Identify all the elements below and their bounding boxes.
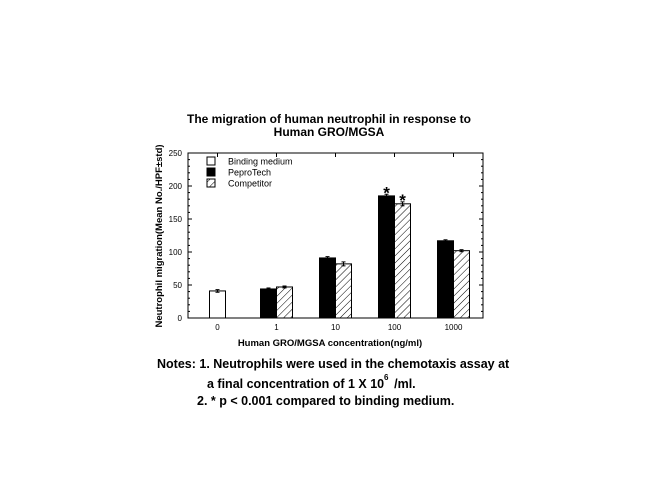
bar [210,291,226,318]
bars [210,183,470,318]
note-line-1: Notes: 1. Neutrophils were used in the chemotaxis assay at [157,357,510,371]
x-tick-label: 1000 [444,323,463,332]
note-superscript: 6 [384,373,389,382]
y-tick-label: 50 [173,281,182,290]
y-tick-label: 200 [168,182,182,191]
legend-label: PeproTech [228,167,272,178]
note-line-3: 2. * p < 0.001 compared to binding medium. [197,394,455,408]
bar [320,258,336,318]
x-tick-label: 10 [331,323,340,332]
note-line-2-text: a final concentration of 1 X 10 [207,377,385,391]
significance-mark: * [383,183,390,203]
legend-label: Binding medium [228,156,293,167]
chart-title-line2: Human GRO/MGSA [273,125,385,139]
bar [395,204,411,318]
x-tick-label: 100 [387,323,402,332]
x-tick-label: 1 [274,323,279,332]
bar [261,289,277,318]
x-axis-label: Human GRO/MGSA concentration(ng/ml) [237,338,423,349]
bar [277,287,293,318]
bar [438,241,454,318]
note-line-2-end: /ml. [394,377,416,391]
legend-swatch [207,157,215,165]
y-axis-label: Neutrophil migration(Mean No./HPF±std) [154,144,165,328]
significance-mark: * [399,190,406,210]
y-tick-label: 0 [177,314,182,323]
y-tick-label: 100 [168,248,182,257]
y-tick-label: 150 [168,215,182,224]
bar [454,251,470,318]
y-tick-label: 250 [168,149,182,158]
bar [379,196,395,318]
legend-swatch [207,179,215,187]
legend [207,157,293,189]
x-tick-label: 0 [215,323,220,332]
chart-title-line1: The migration of human neutrophil in response to [186,112,472,126]
legend-label: Competitor [228,178,273,189]
bar [336,264,352,318]
legend-swatch [207,168,215,176]
